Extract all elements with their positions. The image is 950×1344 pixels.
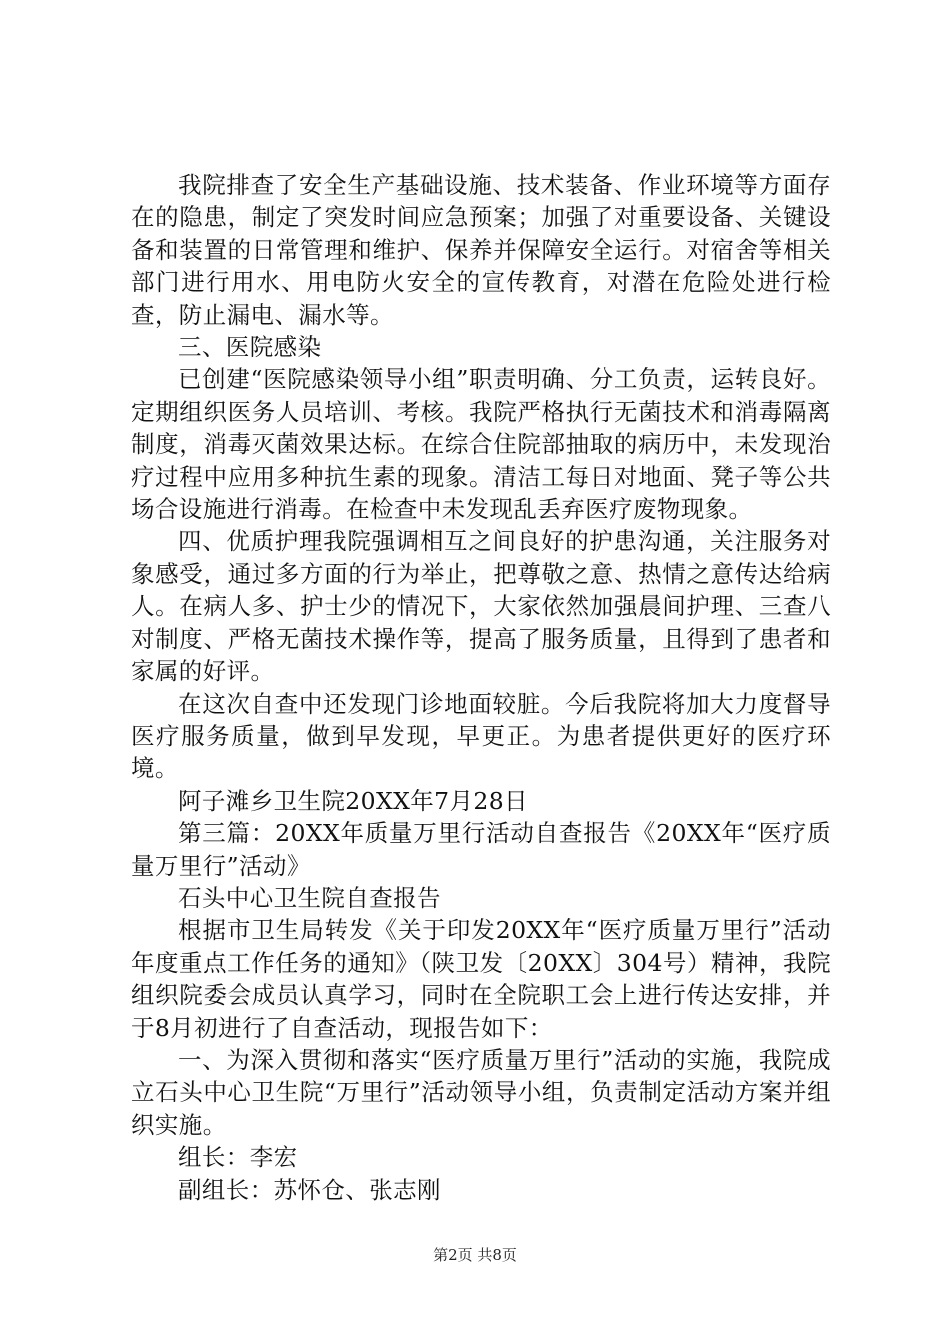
paragraph-self-check-findings: 在这次自查中还发现门诊地面较脏。今后我院将加大力度督导医疗服务质量，做到早发现，早更正。为患者提供更好的医疗环境。: [131, 689, 831, 783]
document-body: [131, 169, 831, 1206]
paragraph-infection-control: 已创建“医院感染领导小组”职责明确、分工负责，运转良好。定期组织医务人员培训、考核。我院严格执行无菌技术和消毒隔离制度，消毒灭菌效果达标。在综合住院部抽取的病历中，未发现治疗过程中应用多种抗生素的现象。清洁工每日对地面、凳子等公共场合设施进行消毒。在检查中未发现乱丢弃医疗废物现象。: [131, 365, 831, 524]
paragraph-quality-nursing: 四、优质护理我院强调相互之间良好的护患沟通，关注服务对象感受，通过多方面的行为举止，把尊敬之意、热情之意传达给病人。在病人多、护士少的情况下，大家依然加强晨间护理、三查八对制度、严格无菌技术操作等，提高了服务质量，且得到了患者和家属的好评。: [131, 527, 831, 686]
deputy-leader-line: 副组长：苏怀仓、张志刚: [178, 1175, 441, 1204]
group-leader-line: 组长：李宏: [178, 1143, 298, 1172]
report-title-line: 石头中心卫生院自查报告: [178, 883, 441, 912]
chapter-title-line: 第三篇：20XX年质量万里行活动自查报告《20XX年“医疗质量万里行”活动》: [131, 819, 831, 880]
paragraph-leading-group: 一、为深入贯彻和落实“医疗质量万里行”活动的实施，我院成立石头中心卫生院“万里行”活动领导小组，负责制定活动方案并组织实施。: [131, 1045, 831, 1139]
paragraph-safety-inspection: 我院排查了安全生产基础设施、技术装备、作业环境等方面存在的隐患，制定了突发时间应急预案；加强了对重要设备、关键设备和装置的日常管理和维护、保养并保障安全运行。对宿舍等相关部门进行用水、用电防火安全的宣传教育，对潜在危险处进行检查，防止漏电、漏水等。: [131, 171, 831, 329]
section-heading-hospital-infection: 三、医院感染: [178, 333, 322, 362]
signature-date-line: 阿子滩乡卫生院20XX年7月28日: [178, 786, 529, 815]
paragraph-report-intro: 根据市卫生局转发《关于印发20XX年“医疗质量万里行”活动年度重点工作任务的通知》（陕卫发〔20XX〕304号）精神，我院组织院委会成员认真学习，同时在全院职工会上进行传达安排，并于8月初进行了自查活动，现报告如下：: [131, 916, 831, 1042]
page-number-footer: 第2页 共8页: [433, 1246, 517, 1264]
